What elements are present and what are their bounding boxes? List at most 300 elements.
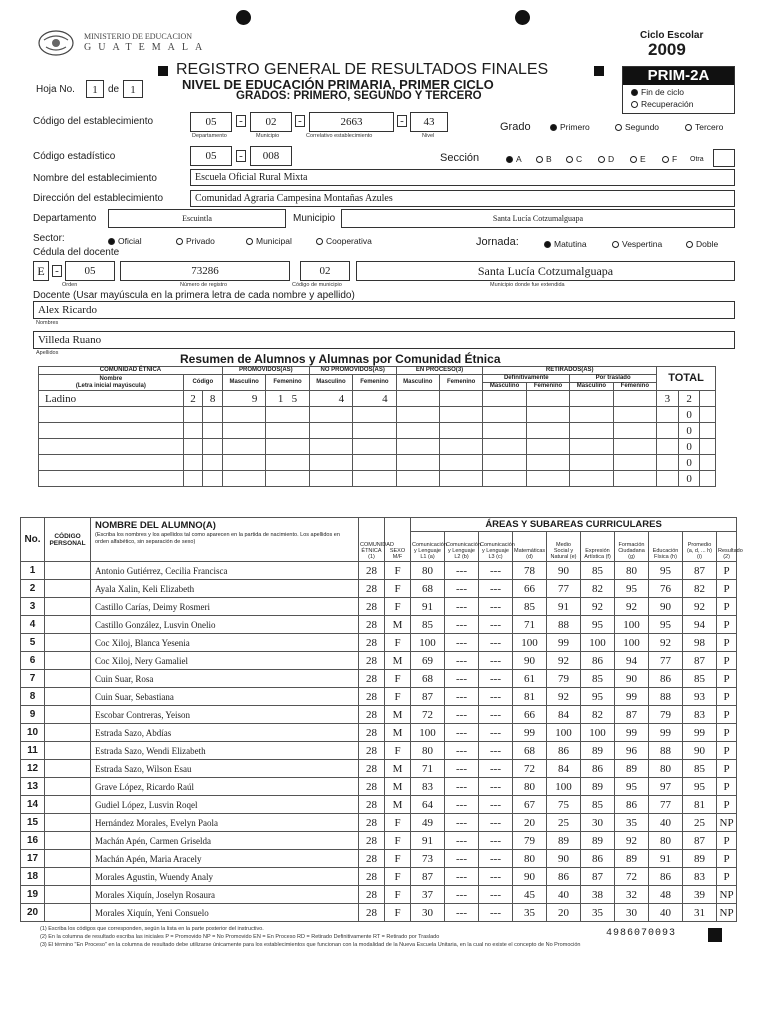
sex-cell[interactable]: M [385, 706, 411, 724]
section-option[interactable] [536, 154, 552, 164]
result-cell[interactable]: P [717, 706, 737, 724]
grade-cell[interactable]: 80 [513, 850, 547, 868]
sex-cell[interactable]: M [385, 652, 411, 670]
teacher-id-order-number[interactable]: 05 [65, 261, 115, 281]
grade-cell[interactable]: 97 [649, 778, 683, 796]
student-name[interactable]: Morales Xiquín, Yeni Consuelo [91, 904, 359, 922]
grade-cell[interactable]: --- [445, 688, 479, 706]
ethnic-cell[interactable] [183, 455, 203, 471]
grade-cell[interactable]: 71 [513, 616, 547, 634]
ethnic-cell[interactable] [353, 407, 396, 423]
grade-cell[interactable]: 100 [581, 634, 615, 652]
total-digit[interactable]: 0 [678, 407, 700, 423]
ethnic-cell[interactable] [570, 407, 613, 423]
ethnic-cell[interactable] [439, 391, 482, 407]
ethnic-cell[interactable] [396, 407, 439, 423]
ethnic-code-cell[interactable]: 28 [359, 562, 385, 580]
ethnic-cell[interactable] [439, 439, 482, 455]
grade-cell[interactable]: 99 [615, 724, 649, 742]
student-name[interactable]: Coc Xiloj, Nery Gamaliel [91, 652, 359, 670]
ethnic-code-cell[interactable]: 28 [359, 580, 385, 598]
sex-cell[interactable]: F [385, 814, 411, 832]
grade-cell[interactable]: --- [445, 580, 479, 598]
ethnic-cell[interactable] [613, 423, 656, 439]
grade-cell[interactable]: --- [479, 796, 513, 814]
ethnic-cell[interactable] [183, 407, 203, 423]
grade-cell[interactable]: 84 [547, 760, 581, 778]
grade-cell[interactable]: 80 [615, 562, 649, 580]
section-option[interactable] [566, 154, 582, 164]
ethnic-cell[interactable] [526, 471, 569, 487]
ethnic-cell[interactable] [439, 471, 482, 487]
grade-option[interactable] [550, 122, 590, 132]
ethnic-cell[interactable] [183, 471, 203, 487]
grade-cell[interactable]: 40 [547, 886, 581, 904]
ethnic-cell[interactable] [353, 471, 396, 487]
ethnic-cell[interactable] [396, 439, 439, 455]
student-name[interactable]: Grave López, Ricardo Raúl [91, 778, 359, 796]
grade-cell[interactable]: --- [445, 562, 479, 580]
result-cell[interactable]: NP [717, 904, 737, 922]
grade-cell[interactable]: 100 [615, 616, 649, 634]
grade-cell[interactable]: --- [479, 634, 513, 652]
ethnic-cell[interactable] [203, 439, 223, 455]
average-cell[interactable]: 81 [683, 796, 717, 814]
average-cell[interactable]: 93 [683, 688, 717, 706]
personal-code-cell[interactable] [45, 706, 91, 724]
total-digit[interactable] [657, 423, 679, 439]
grade-cell[interactable]: 69 [411, 652, 445, 670]
result-cell[interactable]: P [717, 688, 737, 706]
grade-cell[interactable]: 87 [411, 688, 445, 706]
ethnic-cell[interactable] [570, 455, 613, 471]
grade-cell[interactable]: 37 [411, 886, 445, 904]
ethnic-cell[interactable] [203, 423, 223, 439]
grade-cell[interactable]: 89 [581, 778, 615, 796]
result-cell[interactable]: P [717, 652, 737, 670]
grade-cell[interactable]: 92 [615, 832, 649, 850]
total-digit[interactable] [657, 455, 679, 471]
grade-cell[interactable]: 90 [547, 850, 581, 868]
grade-cell[interactable]: --- [445, 706, 479, 724]
total-digit[interactable]: 0 [678, 455, 700, 471]
ethnic-cell[interactable] [222, 439, 265, 455]
personal-code-cell[interactable] [45, 724, 91, 742]
ethnic-code-digit[interactable]: 2 [183, 391, 203, 407]
total-digit[interactable]: 2 [678, 391, 700, 407]
grade-cell[interactable]: 66 [513, 580, 547, 598]
grade-cell[interactable]: --- [479, 562, 513, 580]
grade-cell[interactable]: 71 [411, 760, 445, 778]
grade-cell[interactable]: --- [445, 760, 479, 778]
grade-cell[interactable]: 100 [547, 724, 581, 742]
average-cell[interactable]: 85 [683, 760, 717, 778]
teacher-id-order[interactable]: E [33, 261, 49, 281]
grade-cell[interactable]: --- [479, 850, 513, 868]
not-promoted-female[interactable]: 4 [353, 391, 396, 407]
ethnic-cell[interactable] [266, 455, 309, 471]
ethnic-code-cell[interactable]: 28 [359, 778, 385, 796]
code-level[interactable]: 43 [410, 112, 448, 132]
ethnic-cell[interactable] [39, 455, 184, 471]
grade-option[interactable] [615, 122, 659, 132]
student-name[interactable]: Cuin Suar, Sebastiana [91, 688, 359, 706]
grade-cell[interactable]: 79 [513, 832, 547, 850]
ethnic-cell[interactable] [396, 455, 439, 471]
average-cell[interactable]: 92 [683, 598, 717, 616]
grade-cell[interactable]: 61 [513, 670, 547, 688]
grade-cell[interactable]: 95 [615, 580, 649, 598]
ethnic-cell[interactable] [309, 471, 352, 487]
grade-cell[interactable]: --- [445, 778, 479, 796]
teacher-last-names[interactable]: Villeda Ruano [33, 331, 735, 349]
ethnic-cell[interactable] [222, 455, 265, 471]
ethnic-code-cell[interactable]: 28 [359, 814, 385, 832]
ethnic-cell[interactable] [483, 423, 526, 439]
ethnic-code-cell[interactable]: 28 [359, 868, 385, 886]
personal-code-cell[interactable] [45, 832, 91, 850]
student-name[interactable]: Escobar Contreras, Yeison [91, 706, 359, 724]
ethnic-cell[interactable] [613, 455, 656, 471]
ethnic-cell[interactable] [483, 391, 526, 407]
result-cell[interactable]: P [717, 796, 737, 814]
grade-cell[interactable]: 80 [411, 562, 445, 580]
grade-cell[interactable]: 68 [411, 670, 445, 688]
ethnic-code-cell[interactable]: 28 [359, 904, 385, 922]
grade-cell[interactable]: --- [479, 868, 513, 886]
personal-code-cell[interactable] [45, 580, 91, 598]
ethnic-cell[interactable] [526, 455, 569, 471]
ethnic-cell[interactable] [266, 439, 309, 455]
grade-cell[interactable]: 99 [649, 724, 683, 742]
ethnic-cell[interactable] [483, 455, 526, 471]
ethnic-cell[interactable] [396, 391, 439, 407]
ethnic-cell[interactable] [613, 391, 656, 407]
sex-cell[interactable]: M [385, 616, 411, 634]
sex-cell[interactable]: F [385, 670, 411, 688]
grade-cell[interactable]: 88 [547, 616, 581, 634]
personal-code-cell[interactable] [45, 616, 91, 634]
sheet-number[interactable]: 1 [86, 80, 104, 98]
grade-cell[interactable]: --- [445, 742, 479, 760]
ethnic-cell[interactable] [613, 439, 656, 455]
grade-cell[interactable]: --- [479, 580, 513, 598]
grade-cell[interactable]: --- [479, 832, 513, 850]
grade-cell[interactable]: 87 [615, 706, 649, 724]
student-name[interactable]: Castillo Carías, Deimy Rosmeri [91, 598, 359, 616]
result-cell[interactable]: P [717, 850, 737, 868]
ethnic-cell[interactable] [613, 471, 656, 487]
student-name[interactable]: Machán Apén, Maria Aracely [91, 850, 359, 868]
grade-cell[interactable]: 30 [615, 904, 649, 922]
average-cell[interactable]: 39 [683, 886, 717, 904]
sheet-total[interactable]: 1 [123, 80, 143, 98]
shift-option[interactable] [544, 239, 587, 249]
ethnic-cell[interactable] [309, 423, 352, 439]
grade-cell[interactable]: 86 [581, 652, 615, 670]
grade-cell[interactable]: 85 [581, 562, 615, 580]
sex-cell[interactable]: F [385, 832, 411, 850]
ethnic-cell[interactable] [483, 471, 526, 487]
grade-cell[interactable]: 99 [547, 634, 581, 652]
result-cell[interactable]: NP [717, 886, 737, 904]
promoted-male[interactable]: 9 [222, 391, 265, 407]
grade-cell[interactable]: 75 [547, 796, 581, 814]
ethnic-code-cell[interactable]: 28 [359, 796, 385, 814]
sex-cell[interactable]: F [385, 598, 411, 616]
ethnic-cell[interactable] [39, 407, 184, 423]
grade-cell[interactable]: --- [445, 814, 479, 832]
student-name[interactable]: Castillo González, Lusvin Onelio [91, 616, 359, 634]
grade-cell[interactable]: --- [479, 742, 513, 760]
grade-cell[interactable]: 86 [615, 796, 649, 814]
grade-cell[interactable]: 72 [411, 706, 445, 724]
code-correlative[interactable]: 2663 [309, 112, 394, 132]
ethnic-cell[interactable] [39, 471, 184, 487]
option-end-cycle[interactable] [631, 87, 684, 97]
ethnic-cell[interactable] [266, 407, 309, 423]
sex-cell[interactable]: F [385, 634, 411, 652]
personal-code-cell[interactable] [45, 886, 91, 904]
grade-cell[interactable]: 83 [411, 778, 445, 796]
total-digit[interactable]: 0 [678, 439, 700, 455]
sex-cell[interactable]: M [385, 724, 411, 742]
personal-code-cell[interactable] [45, 688, 91, 706]
grade-cell[interactable]: --- [445, 652, 479, 670]
ethnic-code-cell[interactable]: 28 [359, 670, 385, 688]
section-option[interactable] [630, 154, 646, 164]
establishment-address[interactable]: Comunidad Agraria Campesina Montañas Azules [190, 190, 735, 207]
ethnic-cell[interactable] [439, 423, 482, 439]
ethnic-cell[interactable] [526, 439, 569, 455]
student-name[interactable]: Hernández Morales, Evelyn Paola [91, 814, 359, 832]
ethnic-code-cell[interactable]: 28 [359, 760, 385, 778]
grade-cell[interactable]: 64 [411, 796, 445, 814]
average-cell[interactable]: 83 [683, 706, 717, 724]
grade-cell[interactable]: 86 [649, 868, 683, 886]
grade-cell[interactable]: 90 [547, 562, 581, 580]
grade-cell[interactable]: 100 [581, 724, 615, 742]
student-name[interactable]: Estrada Sazo, Wilson Esau [91, 760, 359, 778]
teacher-id-municipality-code[interactable]: 02 [300, 261, 350, 281]
sex-cell[interactable]: F [385, 562, 411, 580]
student-name[interactable]: Morales Xiquín, Joselyn Rosaura [91, 886, 359, 904]
average-cell[interactable]: 85 [683, 670, 717, 688]
result-cell[interactable]: P [717, 580, 737, 598]
grade-cell[interactable]: --- [479, 724, 513, 742]
result-cell[interactable]: P [717, 562, 737, 580]
average-cell[interactable]: 95 [683, 778, 717, 796]
grade-cell[interactable]: 85 [513, 598, 547, 616]
grade-cell[interactable]: 89 [581, 742, 615, 760]
personal-code-cell[interactable] [45, 652, 91, 670]
grade-cell[interactable]: 79 [547, 670, 581, 688]
teacher-id-registration[interactable]: 73286 [120, 261, 290, 281]
ethnic-cell[interactable] [526, 423, 569, 439]
ethnic-cell[interactable] [222, 407, 265, 423]
result-cell[interactable]: P [717, 778, 737, 796]
grade-cell[interactable]: 38 [581, 886, 615, 904]
grade-cell[interactable]: 81 [513, 688, 547, 706]
grade-cell[interactable]: 66 [513, 706, 547, 724]
grade-cell[interactable]: 85 [581, 796, 615, 814]
ethnic-cell[interactable] [309, 455, 352, 471]
sector-option[interactable] [246, 236, 292, 246]
total-digit[interactable] [657, 439, 679, 455]
code-department[interactable]: 05 [190, 112, 232, 132]
grade-cell[interactable]: 88 [649, 688, 683, 706]
grade-cell[interactable]: 86 [547, 742, 581, 760]
ethnic-code-cell[interactable]: 28 [359, 688, 385, 706]
ethnic-cell[interactable] [483, 407, 526, 423]
personal-code-cell[interactable] [45, 598, 91, 616]
ethnic-cell[interactable] [39, 423, 184, 439]
grade-cell[interactable]: --- [445, 616, 479, 634]
grade-cell[interactable]: 80 [649, 760, 683, 778]
grade-cell[interactable]: 95 [581, 688, 615, 706]
average-cell[interactable]: 87 [683, 832, 717, 850]
sex-cell[interactable]: F [385, 742, 411, 760]
grade-cell[interactable]: 76 [649, 580, 683, 598]
grade-cell[interactable]: --- [445, 904, 479, 922]
grade-cell[interactable]: 79 [649, 706, 683, 724]
average-cell[interactable]: 90 [683, 742, 717, 760]
ethnic-cell[interactable] [439, 455, 482, 471]
total-digit[interactable]: 0 [678, 423, 700, 439]
grade-cell[interactable]: 95 [581, 616, 615, 634]
ethnic-cell[interactable] [570, 423, 613, 439]
average-cell[interactable]: 98 [683, 634, 717, 652]
student-name[interactable]: Morales Agustin, Wuendy Analy [91, 868, 359, 886]
grade-cell[interactable]: 35 [581, 904, 615, 922]
grade-cell[interactable]: 95 [649, 616, 683, 634]
grade-cell[interactable]: 77 [547, 580, 581, 598]
ethnic-cell[interactable] [439, 407, 482, 423]
ethnic-cell[interactable] [483, 439, 526, 455]
establishment-name[interactable]: Escuela Oficial Rural Mixta [190, 169, 735, 186]
grade-cell[interactable]: 35 [513, 904, 547, 922]
grade-cell[interactable]: --- [445, 796, 479, 814]
grade-option[interactable] [685, 122, 723, 132]
average-cell[interactable]: 82 [683, 580, 717, 598]
grade-cell[interactable]: --- [479, 778, 513, 796]
stat-code-part[interactable]: 05 [190, 146, 232, 166]
teacher-id-municipality[interactable]: Santa Lucía Cotzumalguapa [356, 261, 735, 281]
grade-cell[interactable]: --- [445, 634, 479, 652]
grade-cell[interactable]: 82 [581, 706, 615, 724]
municipality-value[interactable]: Santa Lucía Cotzumalguapa [341, 209, 735, 228]
teacher-first-names[interactable]: Alex Ricardo [33, 301, 735, 319]
grade-cell[interactable]: 49 [411, 814, 445, 832]
grade-cell[interactable]: 100 [411, 724, 445, 742]
average-cell[interactable]: 89 [683, 850, 717, 868]
grade-cell[interactable]: 77 [649, 652, 683, 670]
grade-cell[interactable]: --- [445, 886, 479, 904]
grade-cell[interactable]: 100 [411, 634, 445, 652]
grade-cell[interactable]: 73 [411, 850, 445, 868]
sector-option[interactable] [108, 236, 142, 246]
personal-code-cell[interactable] [45, 778, 91, 796]
sex-cell[interactable]: F [385, 580, 411, 598]
section-option[interactable] [598, 154, 614, 164]
student-name[interactable]: Ayala Xalin, Keli Elizabeth [91, 580, 359, 598]
grade-cell[interactable]: 77 [649, 796, 683, 814]
code-municipality[interactable]: 02 [250, 112, 292, 132]
result-cell[interactable]: P [717, 832, 737, 850]
grade-cell[interactable]: 89 [615, 850, 649, 868]
grade-cell[interactable]: 92 [547, 652, 581, 670]
grade-cell[interactable]: --- [445, 868, 479, 886]
grade-cell[interactable]: 94 [615, 652, 649, 670]
sex-cell[interactable]: M [385, 796, 411, 814]
personal-code-cell[interactable] [45, 814, 91, 832]
personal-code-cell[interactable] [45, 670, 91, 688]
ethnic-cell[interactable] [353, 455, 396, 471]
average-cell[interactable]: 83 [683, 868, 717, 886]
ethnic-code-cell[interactable]: 28 [359, 634, 385, 652]
grade-cell[interactable]: 80 [649, 832, 683, 850]
shift-option[interactable] [612, 239, 662, 249]
ethnic-code-cell[interactable]: 28 [359, 706, 385, 724]
ethnic-cell[interactable] [570, 391, 613, 407]
ethnic-cell[interactable] [613, 407, 656, 423]
personal-code-cell[interactable] [45, 850, 91, 868]
result-cell[interactable]: P [717, 598, 737, 616]
grade-cell[interactable]: --- [479, 598, 513, 616]
grade-cell[interactable]: 48 [649, 886, 683, 904]
personal-code-cell[interactable] [45, 868, 91, 886]
grade-cell[interactable]: 80 [411, 742, 445, 760]
result-cell[interactable]: P [717, 760, 737, 778]
grade-cell[interactable]: 91 [411, 832, 445, 850]
grade-cell[interactable]: 96 [615, 742, 649, 760]
grade-cell[interactable]: 92 [581, 598, 615, 616]
personal-code-cell[interactable] [45, 742, 91, 760]
student-name[interactable]: Estrada Sazo, Abdías [91, 724, 359, 742]
grade-cell[interactable]: --- [479, 760, 513, 778]
personal-code-cell[interactable] [45, 904, 91, 922]
ethnic-code-cell[interactable]: 28 [359, 652, 385, 670]
ethnic-cell[interactable] [203, 471, 223, 487]
ethnic-cell[interactable] [309, 439, 352, 455]
ethnic-code-cell[interactable]: 28 [359, 742, 385, 760]
average-cell[interactable]: 87 [683, 652, 717, 670]
grade-cell[interactable]: 67 [513, 796, 547, 814]
not-promoted-male[interactable]: 4 [309, 391, 352, 407]
grade-cell[interactable]: 20 [513, 814, 547, 832]
average-cell[interactable]: 87 [683, 562, 717, 580]
option-recovery[interactable] [631, 99, 693, 109]
student-name[interactable]: Antonio Gutiérrez, Cecilia Francisca [91, 562, 359, 580]
grade-cell[interactable]: --- [479, 652, 513, 670]
grade-cell[interactable]: --- [479, 706, 513, 724]
grade-cell[interactable]: 90 [513, 652, 547, 670]
grade-cell[interactable]: 99 [513, 724, 547, 742]
personal-code-cell[interactable] [45, 634, 91, 652]
sex-cell[interactable]: M [385, 778, 411, 796]
grade-cell[interactable]: 90 [649, 598, 683, 616]
grade-cell[interactable]: --- [445, 850, 479, 868]
result-cell[interactable]: P [717, 670, 737, 688]
grade-cell[interactable]: 87 [581, 868, 615, 886]
ethnic-code-cell[interactable]: 28 [359, 886, 385, 904]
grade-cell[interactable]: 100 [513, 634, 547, 652]
ethnic-cell[interactable] [570, 439, 613, 455]
sex-cell[interactable]: F [385, 688, 411, 706]
promoted-female[interactable] [266, 391, 309, 407]
grade-cell[interactable]: 95 [649, 562, 683, 580]
grade-cell[interactable]: 30 [581, 814, 615, 832]
